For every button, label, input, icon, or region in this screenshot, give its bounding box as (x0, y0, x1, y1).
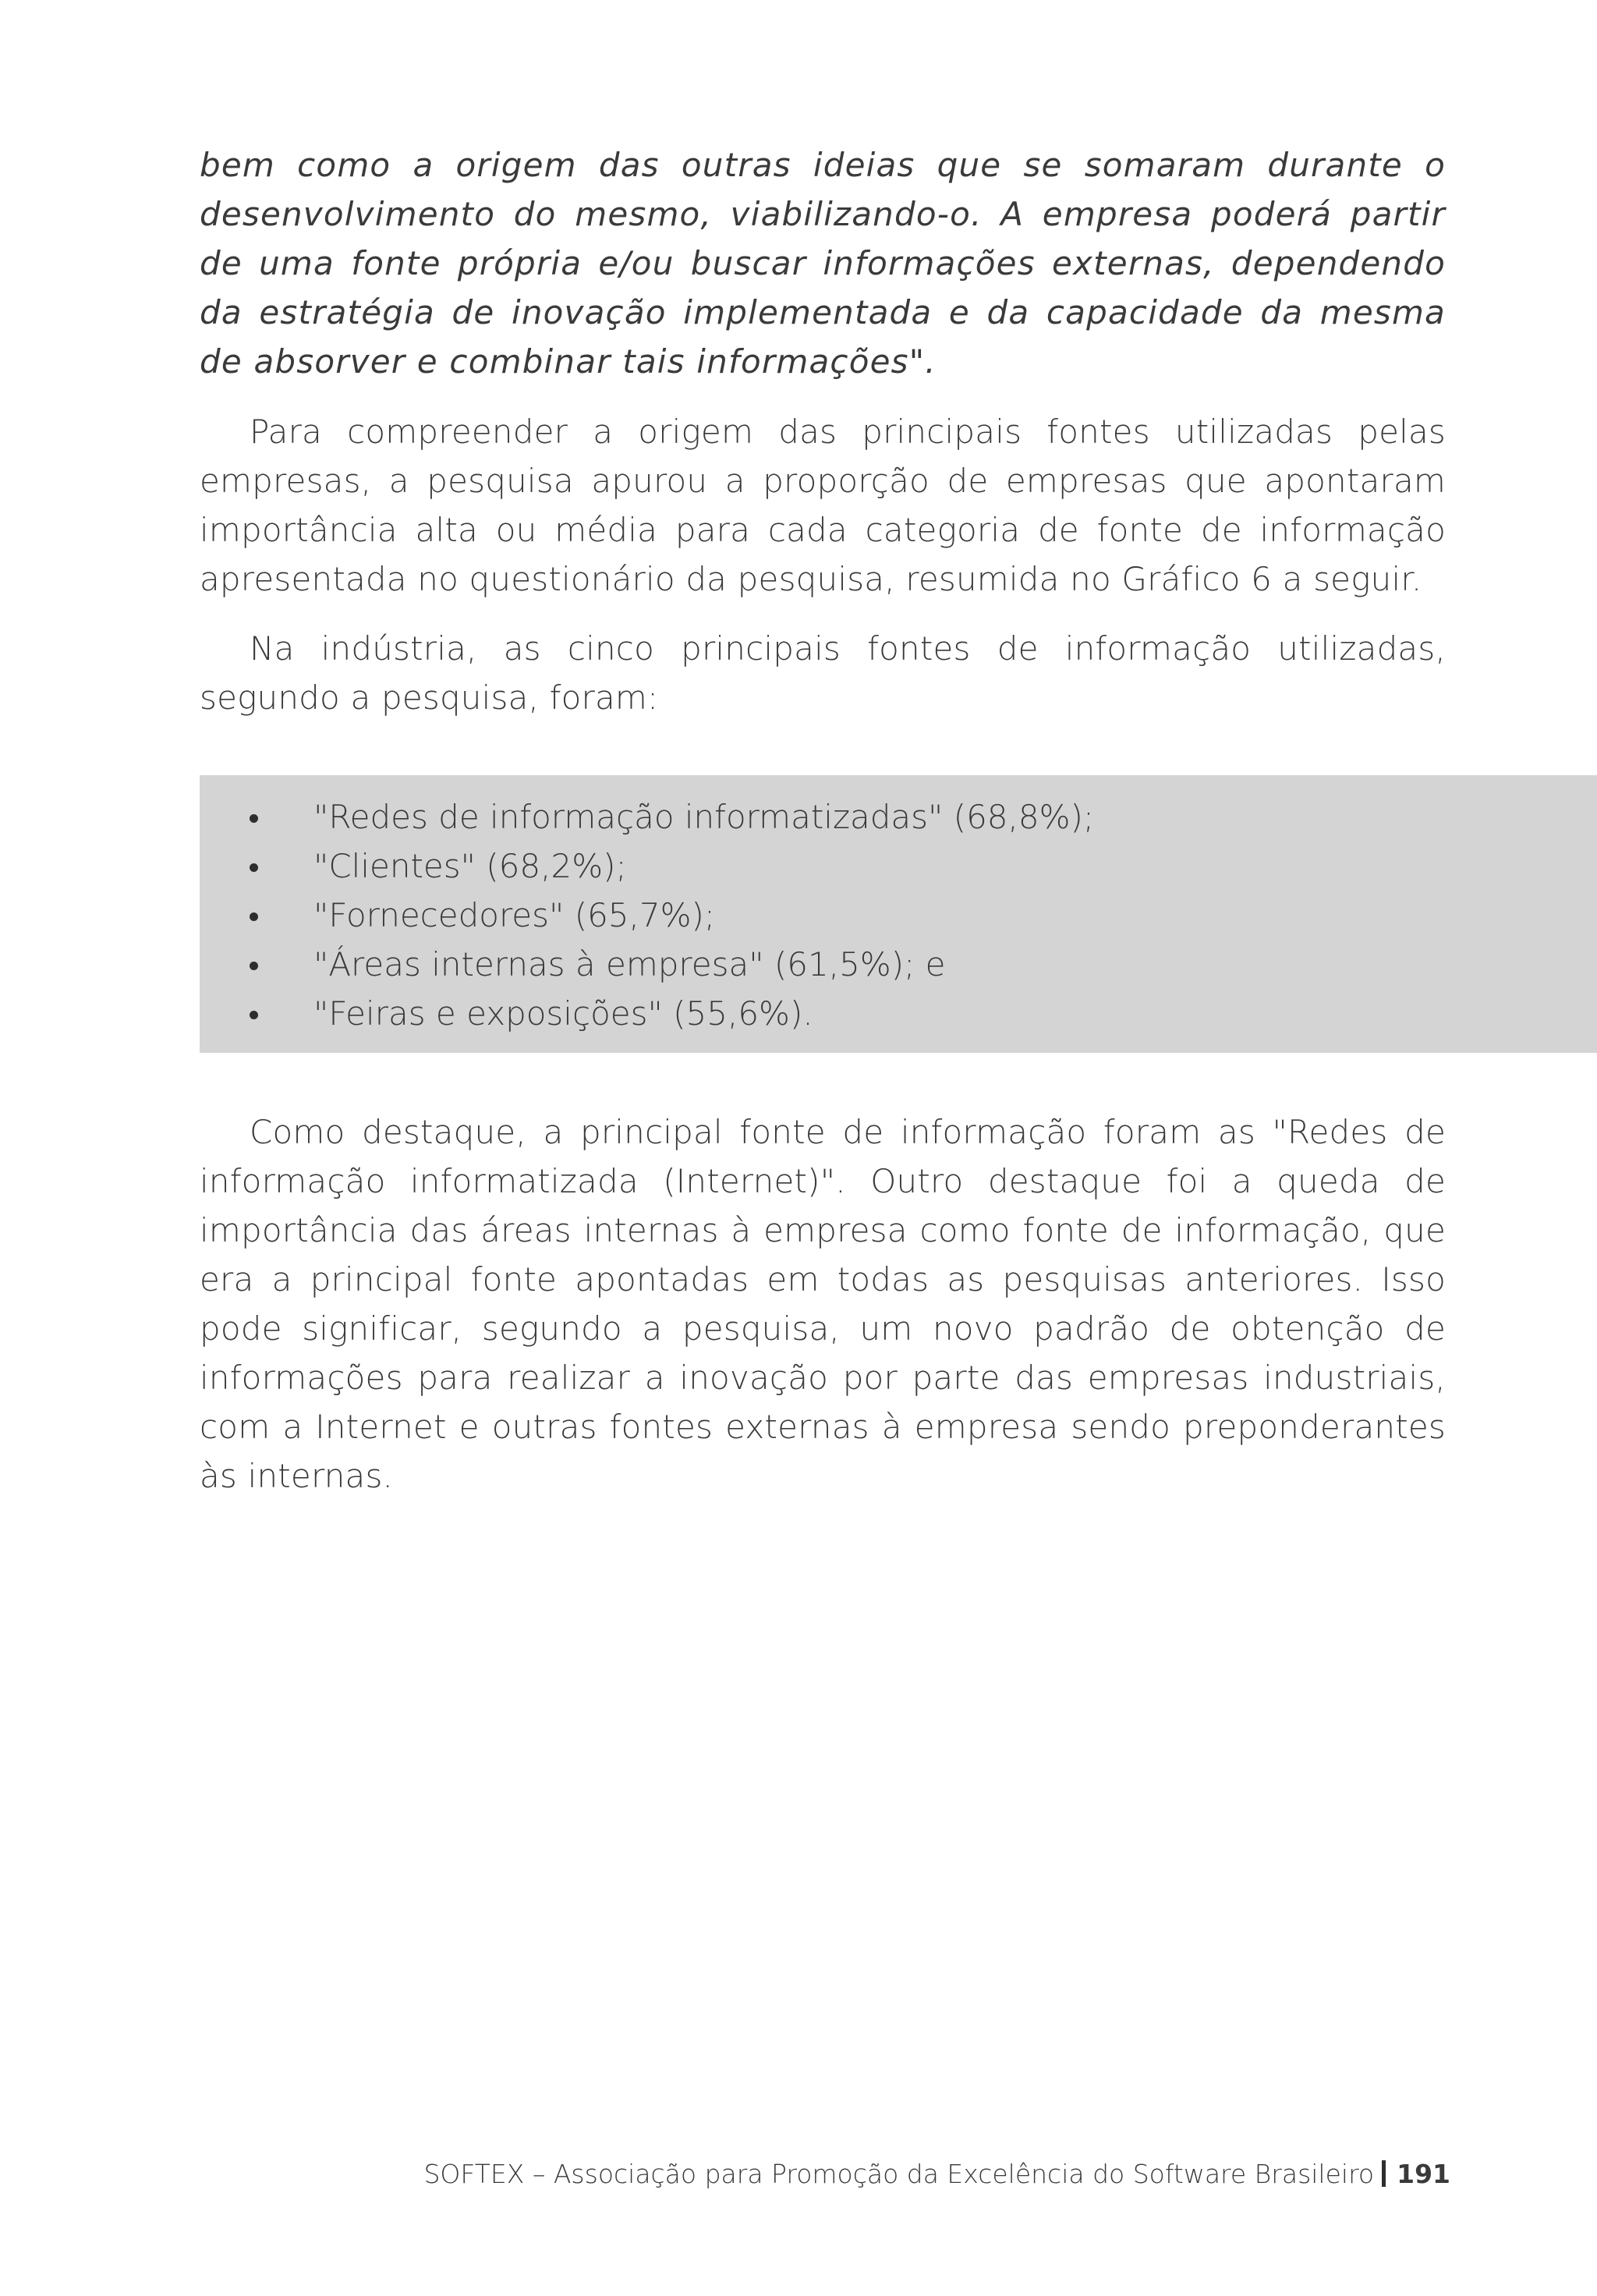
list-item-text: "Áreas internas à empresa" (61,5%); e (313, 945, 946, 983)
bullet-icon (250, 1011, 258, 1019)
quote-continuation: bem como a origem das outras ideias que se somaram durante o desenvolvimento do mesmo, viabilizando-o. A empresa poderá partir de uma fonte própria e/ou buscar informações externas, dependendo da estratégia de inovação implementada e da capacidade da mesma de absorver e combinar tais informações". (200, 146, 1446, 381)
list-item (200, 792, 1094, 842)
page-footer (423, 2157, 1450, 2191)
bullet-icon (250, 814, 258, 823)
bullet-icon (250, 912, 258, 921)
list-item-text: "Feiras e exposições" (55,6%). (313, 994, 813, 1033)
bullet-icon (250, 863, 258, 872)
page-number: 191 (1397, 2159, 1450, 2189)
paragraph-industry-intro: Na indústria, as cinco principais fontes de informação utilizadas, segundo a pesquisa, foram: (200, 629, 1446, 717)
bullet-icon (250, 962, 258, 970)
list-item (200, 891, 1094, 940)
highlight-box (200, 775, 1597, 1053)
list-item-text: "Redes de informação informatizadas" (68,8%); (313, 798, 1095, 836)
list-item (200, 842, 1094, 891)
list-item (200, 989, 1094, 1038)
paragraph-highlight-conclusion: Como destaque, a principal fonte de informação foram as "Redes de informação informatizada (Internet)". Outro destaque foi a queda de importância das áreas internas à empresa como fonte de informação, que era a principal fonte apontadas em todas as pesquisas anteriores. Isso pode significar, segundo a pesquisa, um novo padrão de obtenção de informações para realizar a inovação por parte das empresas industriais, com a Internet e outras fontes externas à empresa sendo preponderantes às internas. (200, 1113, 1446, 1495)
top-sources-list (200, 792, 1094, 1038)
footer-organization: SOFTEX – Associação para Promoção da Excelência do Software Brasileiro (423, 2159, 1375, 2189)
paragraph-sources-overview: Para compreender a origem das principais fontes utilizadas pelas empresas, a pesquisa apurou a proporção de empresas que apontaram importância alta ou média para cada categoria de fonte de informação apresentada no questionário da pesquisa, resumida no Gráfico 6 a seguir. (200, 413, 1446, 598)
list-item (200, 940, 1094, 989)
list-item-text: "Clientes" (68,2%); (313, 847, 627, 885)
footer-separator (1382, 2160, 1386, 2187)
list-item-text: "Fornecedores" (65,7%); (313, 896, 716, 934)
